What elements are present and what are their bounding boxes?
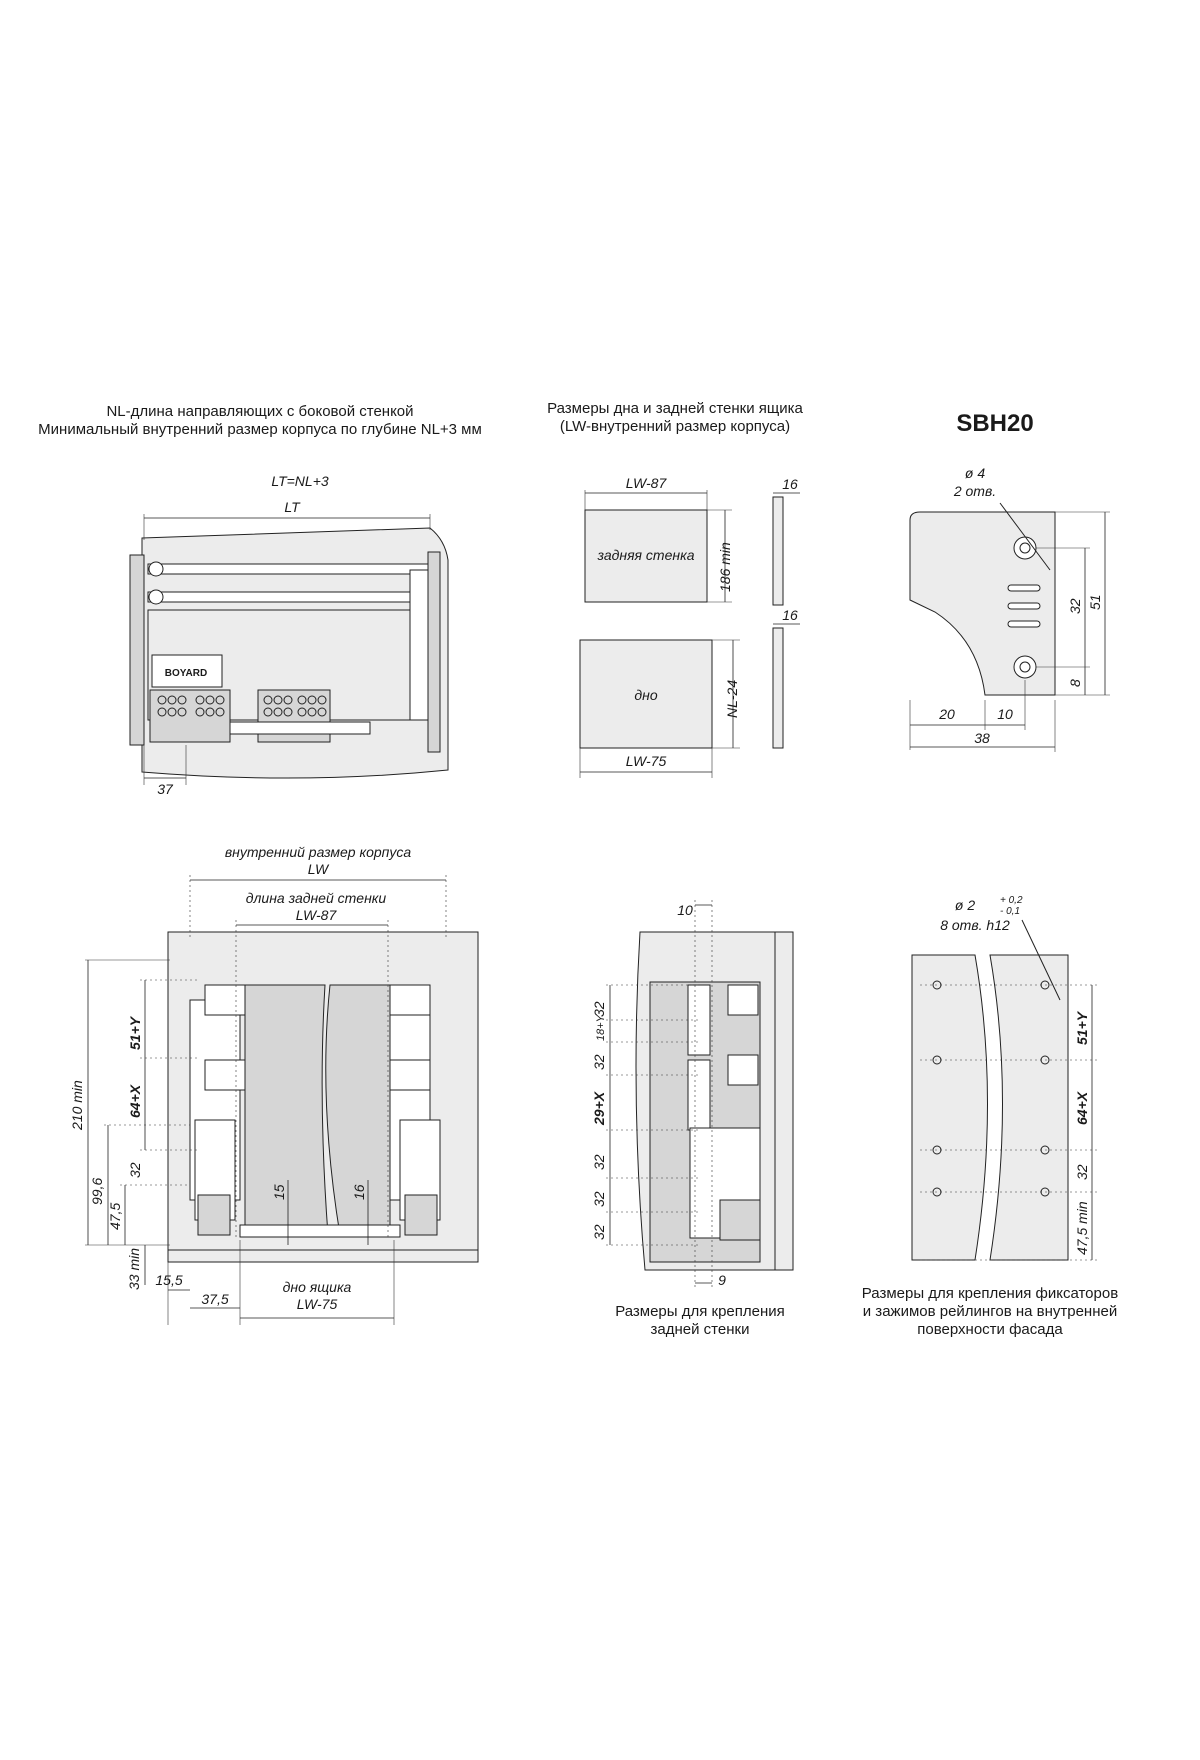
height-47-5-label: 47,5 xyxy=(107,1202,123,1230)
rear-d29x-label: 29+X xyxy=(591,1091,607,1125)
dim-32-label: 32 xyxy=(127,1162,143,1178)
facade-caption-line1: Размеры для крепления фиксаторов xyxy=(861,1285,1119,1302)
back-panel-label: задняя стенка xyxy=(597,547,695,563)
back-length-label: длина задней стенки xyxy=(245,890,387,906)
bottom-label: дно ящика xyxy=(282,1279,352,1295)
height-99-6-label: 99,6 xyxy=(89,1177,105,1205)
back-thickness-label: 16 xyxy=(782,476,798,492)
bracket-d20-label: 20 xyxy=(939,706,955,722)
facade-caption-line2: и зажимов рейлингов на внутренней xyxy=(862,1303,1118,1320)
facade-hole-dia-label: ø 2 xyxy=(954,897,976,913)
dim-37-label: 37 xyxy=(157,781,173,797)
bracket-d10-label: 10 xyxy=(997,706,1013,722)
facade-d47-5-label: 47,5 min xyxy=(1074,1201,1090,1255)
facade-d32-label: 32 xyxy=(1074,1164,1090,1180)
rear-d18y-label: 18+Y xyxy=(595,1015,607,1041)
dim-15-5-label: 15,5 xyxy=(155,1272,183,1288)
bottom-depth-label: NL-24 xyxy=(724,679,740,718)
dim-37-5-label: 37,5 xyxy=(201,1291,229,1307)
rear-fix-caption-line2: задней стенки xyxy=(650,1321,750,1338)
bracket-d8-label: 8 xyxy=(1067,679,1083,687)
facade-tol-minus-label: - 0,1 xyxy=(1000,906,1021,917)
inner-size-value: LW xyxy=(307,861,329,877)
panels-caption-line2: (LW-внутренний размер корпуса) xyxy=(559,418,791,435)
model-title: SBH20 xyxy=(956,410,1034,437)
rear-d32c-label: 32 xyxy=(591,1154,607,1170)
rear-d32b-label: 32 xyxy=(591,1054,607,1070)
facade-caption-line3: поверхности фасада xyxy=(917,1321,1063,1338)
side-view-caption-line1: NL-длина направляющих с боковой стенкой xyxy=(106,403,414,420)
back-width-label: LW-87 xyxy=(625,475,667,491)
facade-drawing xyxy=(912,895,1100,1260)
dim-51y-label: 51+Y xyxy=(127,1016,143,1050)
rear-d32d-label: 32 xyxy=(591,1191,607,1207)
back-height-label: 186 min xyxy=(717,542,733,592)
facade-d64x-label: 64+X xyxy=(1074,1091,1090,1125)
rear-d32a-label: 32 xyxy=(591,1001,607,1017)
brand-mark: BOYARD xyxy=(164,668,208,679)
facade-hole-count-label: 8 отв. h12 xyxy=(940,917,1010,933)
dim-33min-label: 33 min xyxy=(126,1247,142,1290)
rear-fix-caption-line1: Размеры для крепления xyxy=(615,1303,785,1320)
bracket-d51-label: 51 xyxy=(1087,594,1103,610)
lt-formula-label: LT=NL+3 xyxy=(271,473,329,489)
bottom-thickness-label: 16 xyxy=(782,607,798,623)
facade-right xyxy=(990,955,1068,1260)
bottom-value: LW-75 xyxy=(296,1296,338,1312)
facade-left xyxy=(912,955,988,1260)
rear-d10-label: 10 xyxy=(677,902,693,918)
bracket-hole-dia-label: ø 4 xyxy=(964,465,986,481)
side-view-drawing xyxy=(130,473,448,797)
inner-size-label: внутренний размер корпуса xyxy=(224,844,412,860)
facade-d51y-label: 51+Y xyxy=(1074,1011,1090,1045)
height-210-label: 210 min xyxy=(69,1080,85,1130)
front-view-drawing xyxy=(69,844,478,1325)
back-length-value: LW-87 xyxy=(295,907,337,923)
dim-64x-label: 64+X xyxy=(127,1084,143,1118)
drawer-bottom xyxy=(240,1225,400,1237)
bracket-drawing xyxy=(910,465,1110,752)
bracket-d38-label: 38 xyxy=(974,730,990,746)
panels-drawing xyxy=(580,475,800,778)
bracket-hole-count-label: 2 отв. xyxy=(953,483,997,499)
bottom-panel-label: дно xyxy=(634,687,658,703)
side-view-caption-line2: Минимальный внутренний размер корпуса по глубине NL+3 мм xyxy=(38,421,482,438)
rear-d9-label: 9 xyxy=(718,1272,726,1288)
dim-15-label: 15 xyxy=(271,1184,287,1200)
back-panel-edge xyxy=(773,497,783,605)
lt-label: LT xyxy=(284,499,300,515)
bottom-width-label: LW-75 xyxy=(625,753,667,769)
rear-d32e-label: 32 xyxy=(591,1224,607,1240)
bottom-panel-edge xyxy=(773,628,783,748)
bracket-d32-label: 32 xyxy=(1067,598,1083,614)
rear-fix-drawing xyxy=(591,900,793,1290)
dim-16-label: 16 xyxy=(351,1184,367,1200)
facade-tol-plus-label: + 0,2 xyxy=(1000,895,1023,906)
panels-caption-line1: Размеры дна и задней стенки ящика xyxy=(547,400,803,417)
